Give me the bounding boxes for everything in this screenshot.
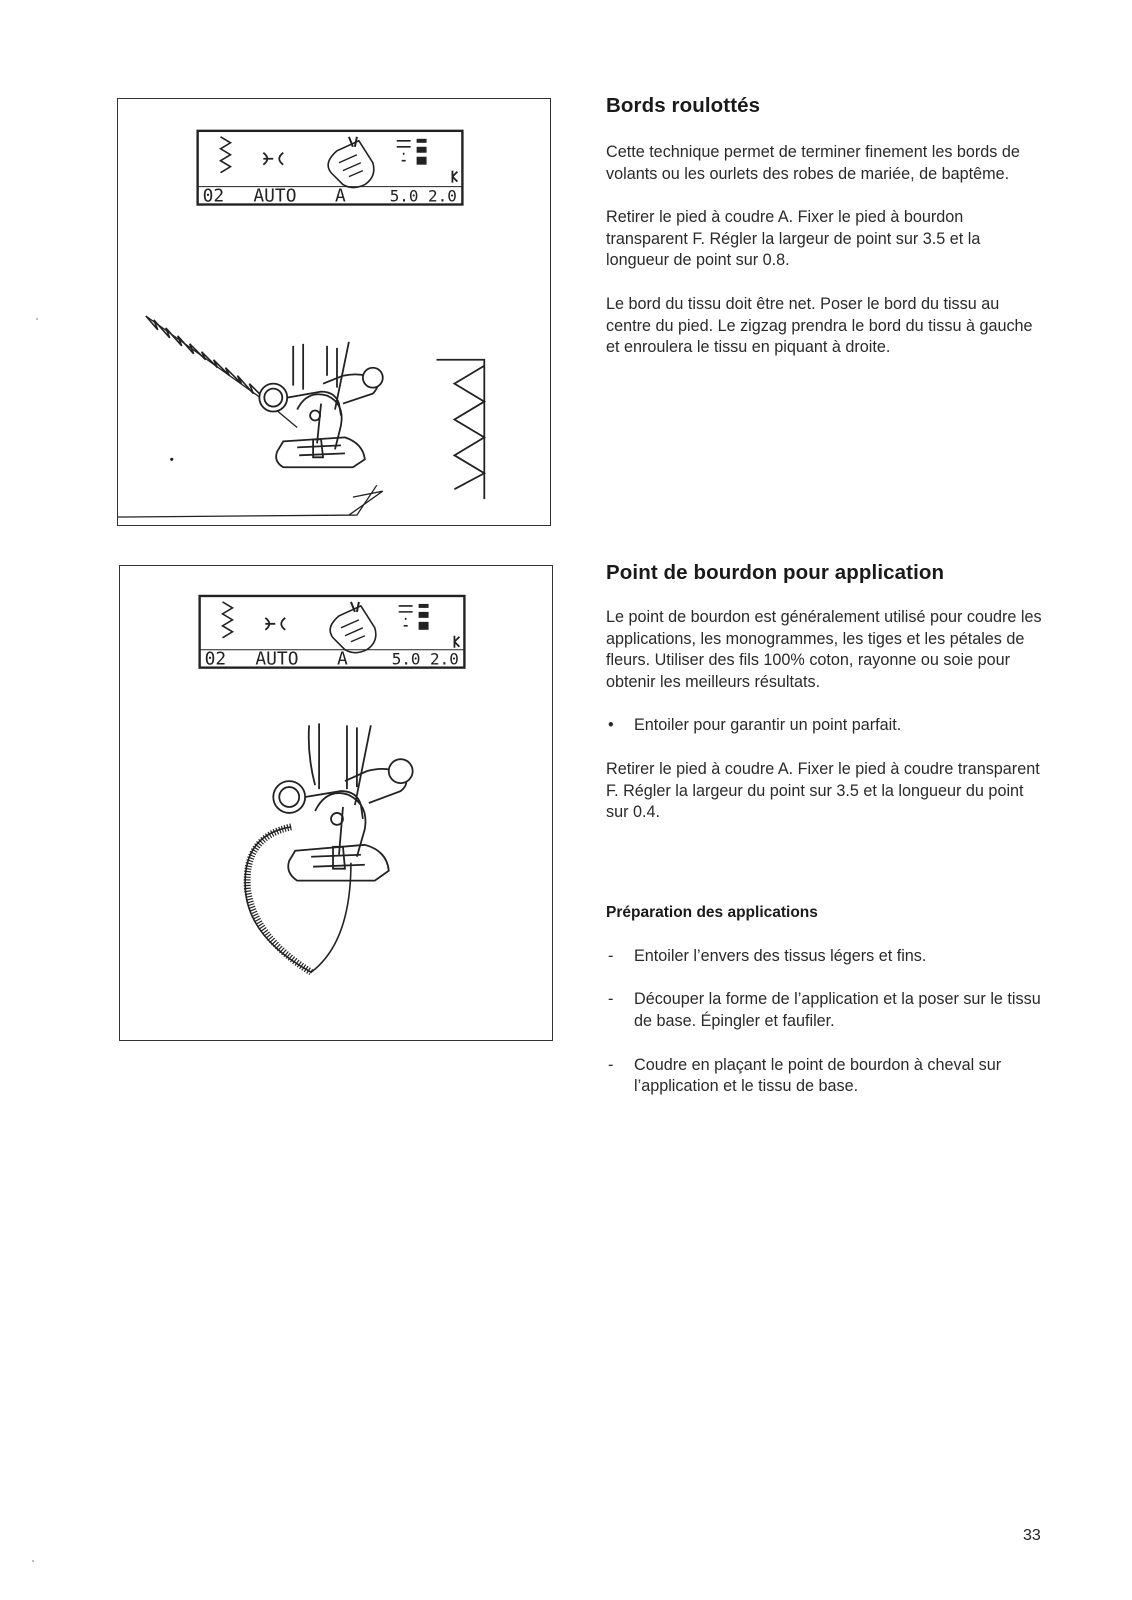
presser-foot-drawing [273, 723, 412, 880]
dash-item [606, 1055, 1046, 1098]
subheading: Préparation des applications [606, 903, 818, 921]
bullet-item [606, 715, 1046, 737]
dash-text: Découper la forme de l’application et la poser sur le tissu de base. Épingler et faufiler. [634, 990, 1041, 1030]
applique-heart [245, 827, 351, 972]
zigzag-sample-icon [437, 360, 485, 499]
lcd-display [198, 131, 463, 207]
bullet-marker: • [608, 716, 614, 735]
dash-text: Entoiler l’envers des tissus légers et fins. [634, 946, 927, 965]
dash-text: Coudre en plaçant le point de bourdon à cheval sur l’application et le tissu de base. [634, 1055, 1002, 1096]
lcd-foot: A [336, 648, 348, 670]
paragraph: Retirer le pied à coudre A. Fixer le pied à bourdon transparent F. Régler la largeur de point sur 3.5 et la longueur de point sur 0.8. [606, 208, 981, 270]
section-title: Point de bourdon pour application [606, 561, 945, 584]
fabric-edge [118, 316, 383, 517]
scan-speck [32, 1560, 34, 1562]
paragraph: Cette technique permet de terminer finement les bords de volants ou les ourlets des robes de mariée, de baptême. [606, 143, 1020, 183]
page-number: 33 [1023, 1527, 1041, 1544]
bullet-text: Entoiler pour garantir un point parfait. [634, 716, 902, 735]
lcd-foot: A [334, 185, 346, 207]
lcd-stitch-number: 02 [204, 648, 227, 670]
paragraph: Le point de bourdon est généralement utilisé pour coudre les applications, les monogrammes, les tiges et les pétales de fleurs. Utiliser des fils 100% coton, rayonne ou soie pour obtenir les meilleurs résultats. [606, 608, 1042, 691]
figure-applique-stitch [119, 565, 553, 1041]
figure-rolled-hem [117, 98, 551, 526]
rolled-hem-illustration [118, 99, 550, 525]
presser-foot-drawing [259, 342, 382, 467]
dash-item [606, 989, 1046, 1032]
section-rolled-hem [606, 94, 1046, 359]
section-applique [606, 561, 1046, 1098]
scan-speck [36, 318, 38, 320]
paragraph: Le bord du tissu doit être net. Poser le bord du tissu au centre du pied. Le zigzag prendra le bord du tissu à gauche et enroulera le tissu en piquant à droite. [606, 294, 1033, 357]
dash-item [606, 946, 1046, 968]
dash-marker: - [608, 1055, 614, 1074]
section-title: Bords roulottés [606, 94, 761, 117]
lcd-mode: AUTO [255, 648, 299, 670]
paragraph: Retirer le pied à coudre A. Fixer le pied à coudre transparent F. Régler la largeur du point sur 3.5 et la longueur du point sur 0.4. [606, 759, 1040, 822]
lcd-stitch-number: 02 [202, 185, 225, 207]
lcd-values: 5.0 2.0 [389, 186, 457, 206]
dash-marker: - [608, 990, 614, 1009]
lcd-values: 5.0 2.0 [391, 649, 459, 669]
lcd-display [200, 596, 465, 670]
applique-illustration [120, 566, 552, 1040]
dash-marker: - [608, 946, 614, 965]
lcd-mode: AUTO [253, 185, 297, 207]
